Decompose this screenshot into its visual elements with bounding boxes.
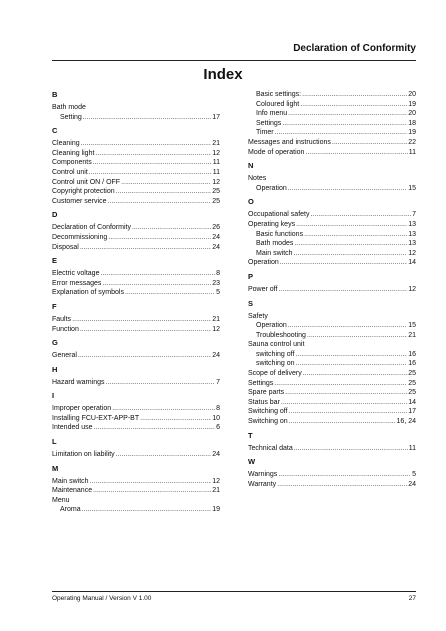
index-entry — [52, 233, 220, 243]
index-entry-term: Faults — [52, 315, 72, 323]
index-entry — [248, 388, 416, 398]
index-subentry — [248, 249, 416, 259]
index-entry — [52, 423, 220, 433]
index-subentry — [248, 100, 416, 110]
index-entry-term: Cleaning light — [52, 149, 95, 157]
index-entry — [52, 197, 220, 207]
index-entry-term: Power off — [248, 285, 278, 293]
index-entry-page: 8 — [216, 405, 220, 413]
index-entry — [52, 477, 220, 487]
index-entry — [248, 407, 416, 417]
index-entry-term: Coloured light — [256, 100, 300, 108]
index-entry-term: Operation — [256, 322, 287, 330]
index-entry-page: 5 — [412, 471, 416, 479]
index-subentry — [248, 331, 416, 341]
index-entry-page: 25 — [408, 370, 416, 378]
dot-leader — [116, 187, 212, 197]
index-entry-page: 25 — [408, 389, 416, 397]
dot-leader — [310, 210, 411, 220]
dot-leader — [100, 269, 215, 279]
index-entry — [52, 315, 220, 325]
index-entry-term: Basic settings: — [256, 91, 302, 98]
index-entry — [52, 279, 220, 289]
index-letter-heading: H — [52, 364, 58, 374]
index-entry-page: 11 — [212, 159, 220, 167]
index-subentry — [248, 119, 416, 129]
index-letter-heading: I — [52, 391, 55, 401]
index-letter-heading: E — [52, 256, 58, 266]
index-entry-page: 16 — [408, 350, 416, 358]
index-entry — [52, 158, 220, 168]
page-title: Index — [203, 66, 243, 83]
index-entry-term: Timer — [256, 129, 274, 137]
index-entry-page: 15 — [408, 322, 416, 330]
index-entry-term: Switching off — [248, 408, 288, 416]
index-subentry — [248, 184, 416, 194]
index-entry-page: 25 — [408, 379, 416, 387]
index-entry-term: Safety — [248, 312, 268, 320]
index-subentry — [248, 128, 416, 138]
index-entry — [52, 187, 220, 197]
dot-leader — [294, 444, 408, 454]
index-entry-term: Disposal — [52, 243, 79, 251]
index-entry-page: 12 — [212, 325, 220, 333]
index-entry-page: 14 — [408, 398, 416, 406]
dot-leader — [81, 139, 212, 149]
index-entry-term: Control unit ON / OFF — [52, 178, 121, 186]
dot-leader — [277, 480, 407, 490]
index-entry-page: 12 — [408, 285, 416, 293]
index-entry — [248, 258, 416, 268]
index-entry-page: 24 — [212, 233, 220, 241]
dot-leader — [300, 100, 407, 110]
dot-leader — [95, 149, 211, 159]
index-entry-page: 16, 24 — [396, 418, 416, 426]
index-column-right — [248, 90, 416, 489]
footer-page-number: 27 — [408, 595, 416, 602]
dot-leader — [303, 369, 408, 379]
index-subentry — [248, 321, 416, 331]
index-entry-term: switching on — [256, 360, 295, 368]
index-entry — [52, 378, 220, 388]
index-letter-heading: T — [248, 430, 253, 440]
dot-leader — [332, 138, 407, 148]
index-entry-term: Basic functions — [256, 230, 304, 238]
dot-leader — [112, 404, 215, 414]
index-entry-page: 6 — [216, 424, 220, 432]
index-entry-term: Aroma — [60, 506, 81, 514]
index-entry-page: 21 — [212, 140, 220, 148]
index-entry-page: 12 — [212, 178, 220, 186]
dot-leader — [288, 321, 407, 331]
index-entry-term: Settings — [256, 119, 282, 127]
index-letter-heading: B — [52, 90, 58, 99]
index-letter-heading: N — [248, 161, 254, 171]
index-entry-term: General — [52, 352, 77, 360]
dot-leader — [89, 168, 212, 178]
index-entry-term: Intended use — [52, 424, 93, 432]
index-entry-term: Settings — [248, 379, 274, 387]
dot-leader — [82, 505, 212, 515]
index-subentry — [248, 90, 416, 100]
index-entry-term: Technical data — [248, 444, 293, 452]
index-entry — [52, 168, 220, 178]
index-entry-term: Troubleshooting — [256, 331, 306, 339]
dot-leader — [121, 178, 211, 188]
index-entry-page: 17 — [212, 113, 220, 121]
index-entry-term: Function — [52, 325, 79, 333]
index-entry — [248, 138, 416, 148]
index-entry-term: Warnings — [248, 471, 278, 479]
index-entry — [52, 404, 220, 414]
dot-leader — [102, 279, 211, 289]
index-letter-heading: C — [52, 126, 58, 136]
index-entry-page: 21 — [212, 487, 220, 495]
index-entry-page: 7 — [412, 211, 416, 219]
index-entry-term: Cleaning — [52, 140, 80, 148]
dot-leader — [80, 325, 211, 335]
index-entry-term: Hazard warnings — [52, 378, 105, 386]
dot-leader — [274, 379, 407, 389]
index-entry — [52, 325, 220, 335]
index-entry-page: 12 — [212, 149, 220, 157]
index-entry — [248, 220, 416, 230]
index-entry-term: Mode of operation — [248, 148, 305, 156]
index-entry — [52, 288, 220, 298]
index-letter-heading: P — [248, 271, 254, 281]
index-entry-page: 24 — [408, 480, 416, 488]
index-entry — [248, 379, 416, 389]
index-entry-page: 7 — [216, 378, 220, 386]
index-entry — [248, 312, 416, 322]
index-entry — [248, 470, 416, 480]
dot-leader — [140, 414, 211, 424]
index-entry-term: Operating keys — [248, 220, 296, 228]
index-entry-term: switching off — [256, 350, 295, 358]
index-entry — [248, 444, 416, 454]
index-entry-page: 12 — [408, 249, 416, 257]
dot-leader — [281, 398, 407, 408]
index-entry-term: Electric voltage — [52, 270, 100, 278]
index-entry — [52, 103, 220, 113]
index-entry — [52, 414, 220, 424]
index-entry-term: Status bar — [248, 398, 280, 406]
dot-leader — [307, 331, 407, 341]
index-letter-heading: S — [248, 298, 254, 308]
index-entry-term: Operation — [248, 259, 279, 267]
dot-leader — [106, 378, 216, 388]
index-entry-page: 18 — [408, 119, 416, 127]
dot-leader — [288, 109, 407, 119]
dot-leader — [294, 249, 408, 259]
index-entry-page: 11 — [212, 168, 220, 176]
index-entry — [248, 174, 416, 184]
index-entry — [248, 369, 416, 379]
footer-rule — [52, 591, 416, 592]
index-entry-page: 19 — [408, 129, 416, 137]
index-entry-term: Menu — [52, 496, 70, 504]
index-entry-page: 20 — [408, 91, 416, 98]
dot-leader — [78, 351, 211, 361]
dot-leader — [289, 417, 396, 427]
dot-leader — [90, 477, 212, 487]
index-entry-term: Improper operation — [52, 405, 112, 413]
dot-leader — [295, 350, 407, 360]
index-entry-term: Scope of delivery — [248, 370, 302, 378]
index-entry-term: Limitation on liability — [52, 451, 115, 459]
dot-leader — [93, 423, 215, 433]
index-entry — [52, 243, 220, 253]
dot-leader — [296, 359, 408, 369]
index-entry-page: 21 — [212, 315, 220, 323]
dot-leader — [275, 128, 408, 138]
index-entry-page: 24 — [212, 243, 220, 251]
index-letter-heading: D — [52, 210, 58, 220]
index-entry — [52, 486, 220, 496]
index-entry-page: 25 — [212, 188, 220, 196]
dot-leader — [72, 315, 211, 325]
index-entry — [52, 269, 220, 279]
index-entry — [248, 417, 416, 427]
index-entry-page: 10 — [212, 414, 220, 422]
index-entry — [248, 285, 416, 295]
index-entry-term: Maintenance — [52, 487, 93, 495]
index-entry-term: Installing FCU-EXT-APP-BT — [52, 414, 140, 422]
index-subentry — [52, 113, 220, 123]
index-subentry — [248, 230, 416, 240]
index-entry — [248, 210, 416, 220]
index-entry-page: 17 — [408, 408, 416, 416]
index-entry-page: 16 — [408, 360, 416, 368]
dot-leader — [125, 288, 215, 298]
dot-leader — [302, 90, 407, 100]
index-entry — [52, 139, 220, 149]
index-letter-heading: O — [248, 197, 254, 207]
index-entry-page: 24 — [212, 352, 220, 360]
index-entry — [52, 496, 220, 506]
index-entry-term: Main switch — [52, 477, 89, 485]
index-entry-term: Messages and instructions — [248, 138, 331, 146]
index-entry-term: Declaration of Conformity — [52, 224, 131, 232]
index-entry-term: Warranty — [248, 480, 277, 488]
index-entry — [52, 223, 220, 233]
index-entry-term: Decommissioning — [52, 233, 108, 241]
header-rule — [52, 60, 416, 61]
index-entry-term: Explanation of symbols — [52, 289, 124, 297]
dot-leader — [282, 119, 407, 129]
index-entry-term: Error messages — [52, 279, 102, 287]
index-entry — [248, 398, 416, 408]
index-entry-term: Sauna control unit — [248, 341, 305, 349]
index-subentry — [248, 109, 416, 119]
index-subentry — [52, 505, 220, 515]
index-entry-page: 5 — [216, 289, 220, 297]
index-entry-page: 20 — [408, 110, 416, 118]
dot-leader — [278, 285, 407, 295]
index-entry-term: Setting — [60, 113, 82, 121]
index-entry-term: Spare parts — [248, 389, 285, 397]
index-entry — [248, 340, 416, 350]
index-subentry — [248, 239, 416, 249]
dot-leader — [132, 223, 211, 233]
dot-leader — [280, 258, 407, 268]
dot-leader — [107, 197, 211, 207]
index-letter-heading: L — [52, 437, 57, 447]
index-column-left — [52, 90, 220, 515]
index-entry-page: 13 — [408, 240, 416, 248]
index-subentry — [248, 350, 416, 360]
index-letter-heading: F — [52, 301, 57, 311]
index-letter-heading: G — [52, 338, 58, 348]
index-entry-page: 22 — [408, 138, 416, 146]
index-entry-term: Main switch — [256, 249, 293, 257]
index-entry — [248, 148, 416, 158]
dot-leader — [83, 113, 211, 123]
dot-leader — [108, 233, 211, 243]
index-entry-term: Switching on — [248, 418, 288, 426]
index-entry-term: Copyright protection — [52, 188, 115, 196]
dot-leader — [278, 470, 411, 480]
dot-leader — [296, 220, 407, 230]
index-entry-term: Info menu — [256, 110, 288, 118]
index-entry-term: Components — [52, 159, 92, 167]
index-entry-page: 19 — [408, 100, 416, 108]
index-entry-page: 26 — [212, 224, 220, 232]
index-entry-page: 11 — [408, 148, 416, 156]
index-entry-page: 12 — [212, 477, 220, 485]
index-entry-page: 13 — [408, 230, 416, 238]
index-entry-term: Control unit — [52, 168, 88, 176]
index-entry-page: 11 — [408, 444, 416, 452]
index-entry — [52, 351, 220, 361]
index-entry-page: 21 — [408, 331, 416, 339]
index-entry-page: 14 — [408, 259, 416, 267]
dot-leader — [304, 230, 407, 240]
index-entry-term: Occupational safety — [248, 211, 310, 219]
dot-leader — [116, 450, 212, 460]
index-entry-page: 15 — [408, 184, 416, 192]
index-entry — [52, 149, 220, 159]
index-entry-page: 19 — [212, 506, 220, 514]
dot-leader — [93, 158, 212, 168]
dot-leader — [288, 184, 407, 194]
index-letter-heading: W — [248, 457, 256, 467]
index-letter-heading: M — [52, 463, 59, 473]
dot-leader — [294, 239, 407, 249]
index-entry-page: 23 — [212, 279, 220, 287]
index-entry-term: Operation — [256, 184, 287, 192]
dot-leader — [285, 388, 407, 398]
index-entry-term: Notes — [248, 175, 267, 183]
footer-manual-version: Operating Manual / Version V 1.00 — [52, 595, 152, 602]
index-entry-term: Customer service — [52, 197, 107, 205]
index-entry — [52, 178, 220, 188]
index-entry-term: Bath modes — [256, 240, 294, 248]
dot-leader — [289, 407, 408, 417]
index-entry-page: 24 — [212, 451, 220, 459]
dot-leader — [93, 486, 211, 496]
index-entry-page: 13 — [408, 220, 416, 228]
dot-leader — [305, 148, 407, 158]
index-entry — [52, 450, 220, 460]
index-entry — [248, 480, 416, 490]
index-entry-page: 25 — [212, 197, 220, 205]
index-subentry — [248, 359, 416, 369]
index-entry-page: 8 — [216, 270, 220, 278]
dot-leader — [80, 243, 211, 253]
index-entry-term: Bath mode — [52, 104, 86, 111]
header-title: Declaration of Conformity — [293, 43, 416, 54]
